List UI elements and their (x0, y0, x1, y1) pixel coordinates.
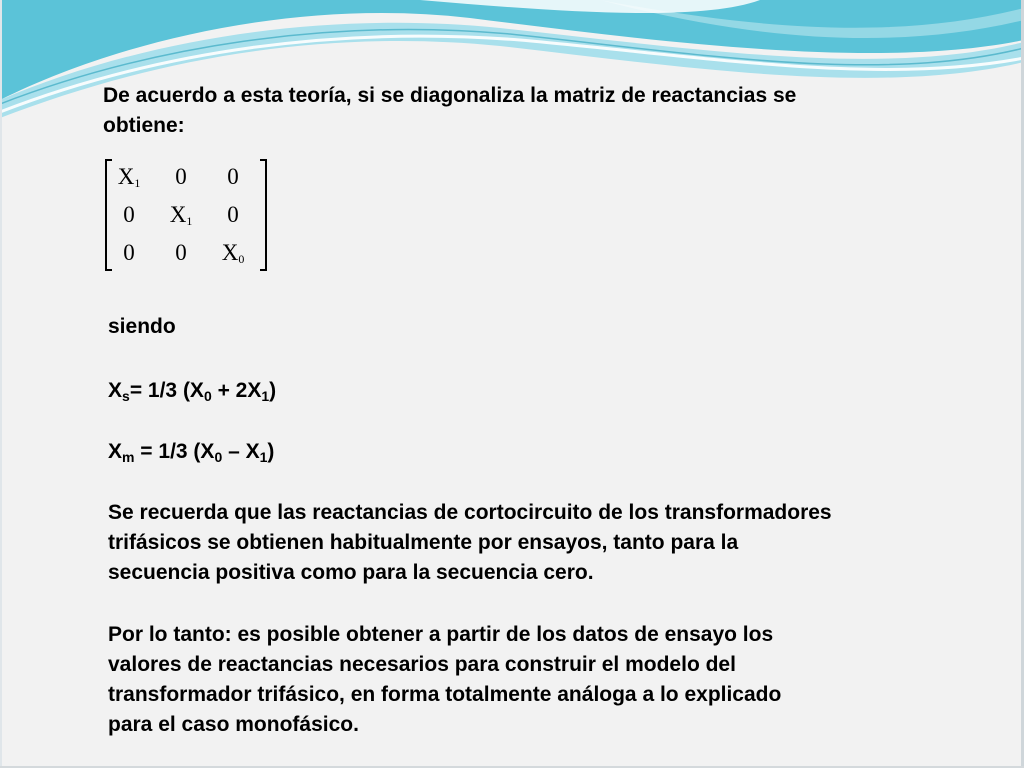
matrix-cell-2-2: $X_1$ (169, 202, 193, 228)
intro-line: De acuerdo a esta teoría, si se diagonaliza la matriz de reactancias se (103, 84, 797, 107)
paragraph-ensayos (108, 498, 832, 588)
paragraph-line: Por lo tanto: es posible obtener a partir de los datos de ensayo los (108, 623, 774, 646)
paragraph-conclusion (108, 620, 781, 740)
reactance-matrix (98, 158, 274, 274)
formula-xm: $X_m = 1/3$ $(X_0 - X_1)$ (108, 440, 275, 465)
matrix-cell-1-3: 0 (227, 164, 239, 189)
matrix-cell-3-3: $X_0$ (221, 240, 245, 266)
siendo-label: siendo (108, 315, 176, 338)
matrix-cell-3-1: 0 (123, 240, 135, 265)
paragraph-line: Se recuerda que las reactancias de cortocircuito de los transformadores (108, 501, 832, 524)
matrix-cell-1-2: 0 (175, 164, 187, 189)
paragraph-line: para el caso monofásico. (108, 713, 359, 736)
matrix-cell-1-1: $X_1$ (117, 164, 141, 190)
paragraph-line: trifásicos se obtienen habitualmente por ensayos, tanto para la (108, 531, 739, 554)
paragraph-line: secuencia positiva como para la secuencia cero. (108, 561, 594, 584)
matrix-cell-3-2: 0 (175, 240, 187, 265)
formula-xs: $X_s= 1/3$ $(X_0 + 2X_1)$ (108, 379, 277, 404)
paragraph-line: transformador trifásico, en forma totalmente análoga a lo explicado (108, 683, 782, 706)
left-border (0, 0, 2, 768)
intro-text (103, 81, 796, 141)
intro-line: obtiene: (103, 114, 185, 137)
matrix-cell-2-3: 0 (227, 202, 239, 227)
paragraph-line: valores de reactancias necesarios para construir el modelo del (108, 653, 736, 676)
matrix-cell-2-1: 0 (123, 202, 135, 227)
